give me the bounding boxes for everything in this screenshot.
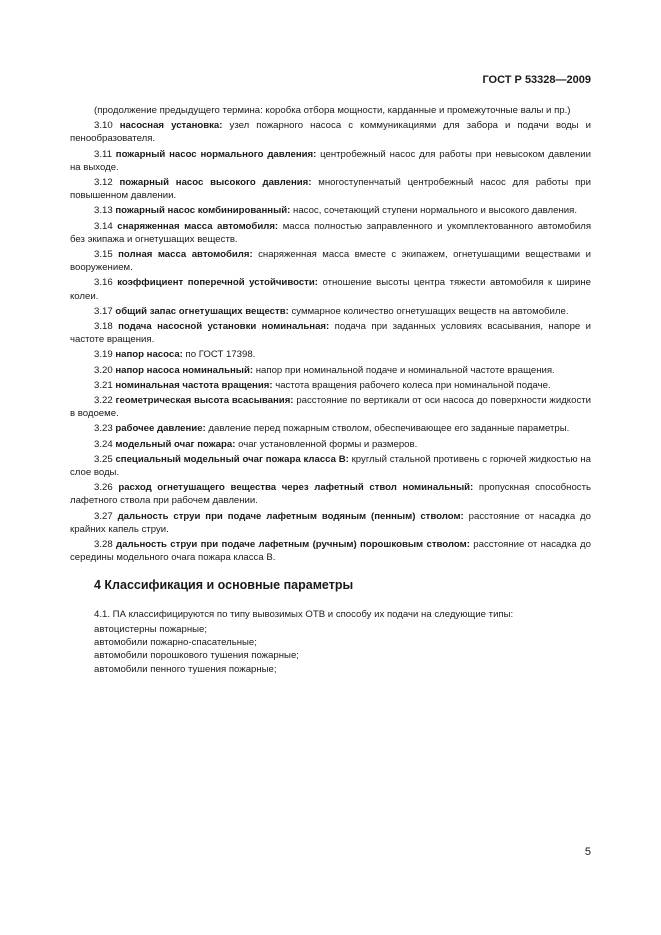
definition-number: 3.13 <box>94 205 113 217</box>
section-title: 4 Классификация и основные параметры <box>94 577 354 592</box>
definition-number: 3.26 <box>94 482 113 494</box>
definition-text: по ГОСТ 17398. <box>185 349 256 361</box>
definition-item <box>70 379 591 392</box>
list-item: автомобили пожарно-спасательные; <box>94 637 257 649</box>
definition-number: 3.28 <box>94 539 113 551</box>
definition-item <box>70 305 591 318</box>
definition-number: 3.24 <box>94 438 113 450</box>
definition-text: очаг установленной формы и размеров. <box>238 438 418 450</box>
definition-text: отношение высоты центра тяжести автомобиля к ширине колеи. <box>70 277 591 302</box>
definition-number: 3.15 <box>94 249 113 261</box>
definition-text: узел пожарного насоса с коммуникациями для забора и подачи воды и пенообразователя. <box>70 120 591 145</box>
definition-number: 3.23 <box>94 423 113 435</box>
definition-number: 3.16 <box>94 277 113 289</box>
definition-text: масса полностью заправленного и укомплектованного автомобиля без экипажа и огнетушащих веществ. <box>70 220 592 245</box>
definition-item <box>70 276 591 302</box>
definition-text: многоступенчатый центробежный насос для работы при повышенном давлении. <box>70 177 591 202</box>
section-intro: 4.1. ПА классифицируются по типу вывозимых ОТВ и способу их подачи на следующие типы: <box>94 608 514 620</box>
definition-item <box>70 176 591 202</box>
definition-number: 3.17 <box>94 305 113 317</box>
definition-term: номинальная частота вращения: <box>115 379 273 391</box>
definition-text: суммарное количество огнетушащих веществ на автомобиле. <box>291 305 569 317</box>
definition-text: напор при номинальной подаче и номинальной частоте вращения. <box>255 364 555 376</box>
definition-text: центробежный насос для работы при невысоком давлении на выходе. <box>70 148 592 173</box>
definition-item <box>70 220 591 246</box>
definition-item <box>70 422 591 435</box>
definition-text: давление перед пожарным стволом, обеспечивающее его заданные параметры. <box>208 423 570 435</box>
list-item: автоцистерны пожарные; <box>94 623 208 635</box>
intro-fragment: (продолжение предыдущего термина: коробка отбора мощности, карданные и промежуточные валы и пр.) <box>94 105 571 116</box>
vehicle-type-list <box>70 623 591 676</box>
page-number: 5 <box>584 846 591 858</box>
list-item: автомобили пенного тушения пожарные; <box>94 663 277 675</box>
definition-item <box>70 348 591 361</box>
definition-term: модельный очаг пожара: <box>115 438 236 450</box>
definition-text: расстояние от насадка до середины модельного очага пожара класса В. <box>70 539 591 564</box>
definition-term: рабочее давление: <box>115 423 206 435</box>
definition-term: дальность струи при подаче лафетным (ручным) порошковым стволом: <box>116 539 470 551</box>
definition-text: частота вращения рабочего колеса при номинальной подаче. <box>275 379 551 391</box>
definition-item <box>70 204 591 217</box>
definition-number: 3.10 <box>94 120 113 132</box>
definition-item <box>70 510 591 536</box>
definition-item <box>70 119 591 145</box>
definition-text: насос, сочетающий ступени нормального и высокого давления. <box>293 205 577 217</box>
definition-number: 3.27 <box>94 510 113 522</box>
definition-term: напор насоса: <box>115 349 183 361</box>
definition-text: подача при заданных условиях всасывания, напоре и частоте вращения. <box>70 321 591 346</box>
definition-item <box>70 248 591 274</box>
document-header: ГОСТ Р 53328—2009 <box>482 74 591 86</box>
definition-term: расход огнетушащего вещества через лафетный ствол номинальный: <box>118 482 474 494</box>
definition-term: пожарный насос высокого давления: <box>119 177 312 189</box>
definition-term: напор насоса номинальный: <box>115 364 254 376</box>
list-item: автомобили порошкового тушения пожарные; <box>94 650 299 662</box>
definition-number: 3.11 <box>94 148 112 160</box>
definition-item <box>70 148 591 174</box>
definition-item <box>70 538 591 564</box>
definition-term: полная масса автомобиля: <box>118 249 253 261</box>
definition-number: 3.19 <box>94 349 113 361</box>
definition-term: коэффициент поперечной устойчивости: <box>117 277 318 289</box>
definition-text: расстояние по вертикали от оси насоса до поверхности жидкости в водоеме. <box>70 395 591 420</box>
definitions-list <box>70 119 591 564</box>
document-body <box>70 104 591 676</box>
definition-number: 3.25 <box>94 453 113 465</box>
definition-term: пожарный насос нормального давления: <box>115 148 317 160</box>
definition-number: 3.20 <box>94 364 113 376</box>
definition-number: 3.18 <box>94 321 113 333</box>
definition-item <box>70 320 591 346</box>
definition-term: подача насосной установки номинальная: <box>118 321 330 333</box>
definition-term: пожарный насос комбинированный: <box>115 205 291 217</box>
definition-number: 3.14 <box>94 220 113 232</box>
definition-number: 3.22 <box>94 395 113 407</box>
definition-number: 3.21 <box>94 379 113 391</box>
definition-text: пропускная способность лафетного ствола при рабочем давлении. <box>70 482 592 507</box>
definition-term: геометрическая высота всасывания: <box>115 395 294 407</box>
definition-term: дальность струи при подаче лафетным водяным (пенным) стволом: <box>117 510 464 522</box>
definition-item <box>70 481 591 507</box>
definition-text: круглый стальной противень с горючей жидкостью на слое воды. <box>70 453 592 479</box>
definition-term: специальный модельный очаг пожара класса В: <box>115 453 349 465</box>
definition-item <box>70 453 591 479</box>
definition-term: насосная установка: <box>119 120 223 132</box>
definition-term: снаряженная масса автомобиля: <box>117 220 279 232</box>
definition-term: общий запас огнетушащих веществ: <box>115 305 289 317</box>
definition-number: 3.12 <box>94 177 113 189</box>
definition-text: снаряженная масса вместе с экипажем, огнетушащими веществами и вооружением. <box>70 249 591 274</box>
definition-text: расстояние от насадка до крайних капель струи. <box>70 510 591 535</box>
definition-item <box>70 438 591 451</box>
definition-item <box>70 394 591 420</box>
definition-item <box>70 364 591 377</box>
